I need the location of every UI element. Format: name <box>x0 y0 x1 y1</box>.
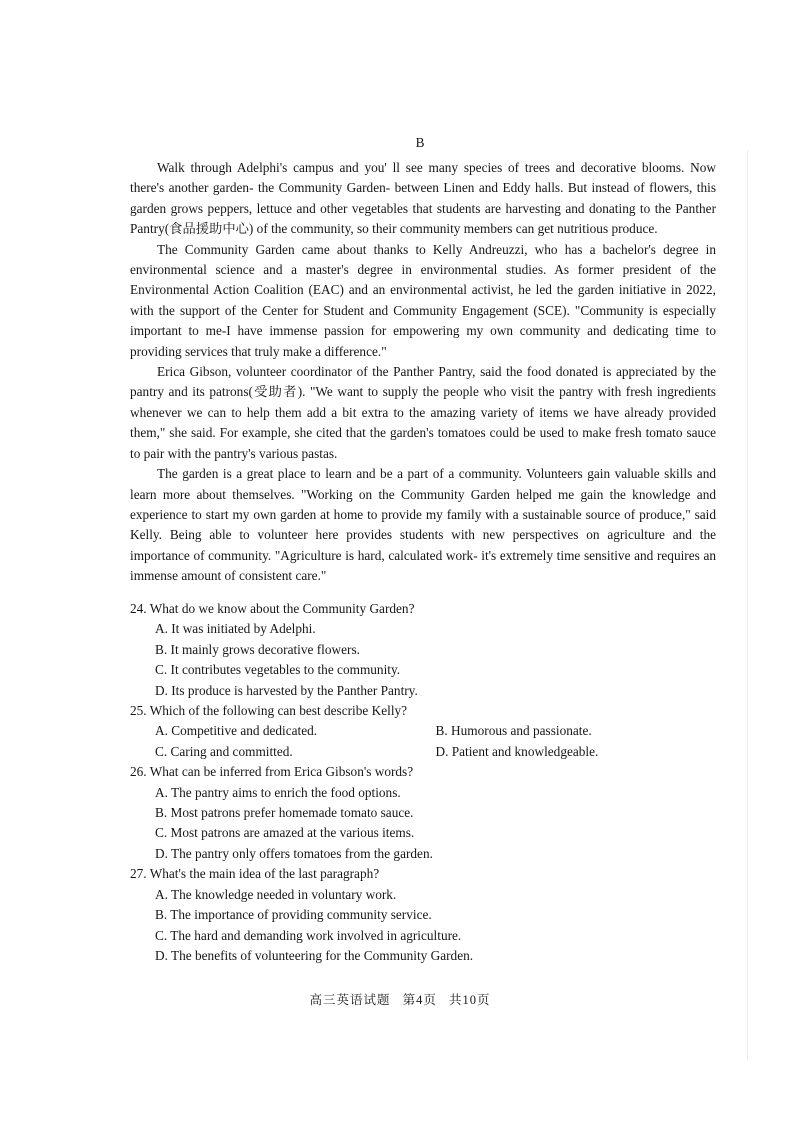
answer-option: D. The benefits of volunteering for the Community Garden. <box>155 947 474 963</box>
question-stem: 27. What's the main idea of the last paragraph? <box>130 866 380 882</box>
answer-option: A. It was initiated by Adelphi. <box>155 621 316 637</box>
question-stem: 24. What do we know about the Community Garden? <box>130 601 415 616</box>
page-number: 第4页 <box>402 993 437 1007</box>
answer-option: B. Most patrons prefer homemade tomato sauce. <box>155 805 414 821</box>
answer-option: A. Competitive and dedicated. <box>155 723 318 739</box>
scan-edge-shadow <box>747 150 748 1060</box>
question-stem: 26. What can be inferred from Erica Gibson's words? <box>130 764 414 780</box>
page-total: 共10页 <box>449 993 491 1007</box>
answer-option: C. Most patrons are amazed at the various items. <box>155 825 415 841</box>
answer-option: C. It contributes vegetables to the community. <box>155 662 401 678</box>
answer-option: A. The pantry aims to enrich the food options. <box>155 784 401 800</box>
reading-passage <box>130 158 716 587</box>
answer-option-row <box>130 742 716 762</box>
question-list <box>130 599 716 966</box>
passage-paragraph: The Community Garden came about thanks to Kelly Andreuzzi, who has a bachelor's degree in environmental science and a master's degree in environmental studies. As former president of the Environmental Action Coalition (EAC) and an environmental activist, he led the garden initiative in 2022, with the support of the Center for Student and Community Engagement (SCE). "Community is especially important to me-I have immense passion for empowering my own community and dedicating time to providing services that truly make a difference." <box>130 241 716 359</box>
passage-paragraph: The garden is a great place to learn and be a part of a community. Volunteers gain valuable skills and learn more about themselves. "Working on the Community Garden helped me gain the knowledge and experience to start my own garden at home to provide my family with a sustainable source of produce," said Kelly. Being able to volunteer here provides students with new perspectives on agriculture and the importance of community. "Agriculture is hard, calculated work- it's extremely time sensitive and requires an immense amount of consistent care." <box>130 466 716 584</box>
answer-option: B. Humorous and passionate. <box>435 723 592 739</box>
answer-option: D. The pantry only offers tomatoes from the garden. <box>155 845 433 861</box>
section-heading: B <box>415 135 425 150</box>
passage-paragraph: Erica Gibson, volunteer coordinator of the Panther Pantry, said the food donated is appreciated by the pantry and its patrons(受助者). "We want to supply the people who visit the pantry with fresh ingredients whenever we can to help them add a bit extra to the amazing variety of items we have already provided them," she said. For example, she cited that the garden's tomatoes could be used to make fresh tomato sauce to pair with the pantry's various pastas. <box>130 364 716 461</box>
passage-paragraph: Walk through Adelphi's campus and you' ll see many species of trees and decorative blooms. Now there's another garden- the Community Garden- between Linen and Eddy halls. But instead of flowers, this garden grows peppers, lettuce and other vegetables that students are harvesting and donating to the Panther Pantry(食品援助中心) of the community, so their community members can get nutritious produce. <box>130 160 716 237</box>
exam-title: 高三英语试题 <box>309 993 391 1007</box>
answer-option: B. The importance of providing community service. <box>155 907 432 923</box>
answer-option: D. Patient and knowledgeable. <box>435 743 599 759</box>
answer-option: C. Caring and committed. <box>155 743 293 759</box>
answer-option: A. The knowledge needed in voluntary work. <box>155 886 397 902</box>
answer-option-row <box>130 721 716 741</box>
question-stem: 25. Which of the following can best describe Kelly? <box>130 703 408 719</box>
answer-option: B. It mainly grows decorative flowers. <box>155 641 360 657</box>
answer-option: C. The hard and demanding work involved in agriculture. <box>155 927 462 943</box>
page-footer <box>0 990 800 1010</box>
answer-option: D. Its produce is harvested by the Panther Pantry. <box>155 682 418 698</box>
